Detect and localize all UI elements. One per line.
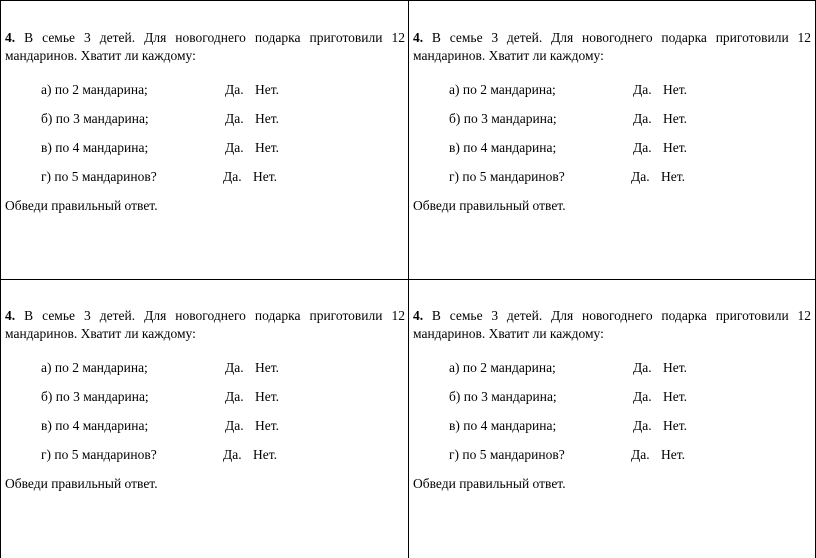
answer-no[interactable]: Нет. (663, 360, 688, 375)
answer-option (5, 110, 405, 139)
answer-yes[interactable]: Да. (223, 169, 242, 184)
option-label: а) по 2 мандарина; (449, 82, 556, 97)
answer-no[interactable]: Нет. (661, 447, 686, 462)
task-question: 4. В семье 3 детей. Для новогоднего подарка приготовили 12 мандаринов. Хватит ли каждому: (5, 30, 405, 63)
answer-option (413, 139, 811, 168)
answer-no[interactable]: Нет. (255, 418, 280, 433)
answer-no[interactable]: Нет. (253, 447, 278, 462)
answer-option (413, 446, 811, 475)
answer-option (5, 168, 405, 197)
answer-yes[interactable]: Да. (225, 82, 244, 97)
option-label: в) по 4 мандарина; (41, 140, 149, 155)
task-number: 4. (413, 30, 424, 45)
option-label: г) по 5 мандаринов? (449, 169, 565, 184)
option-label: а) по 2 мандарина; (449, 360, 556, 375)
option-label: г) по 5 мандаринов? (449, 447, 565, 462)
task-instruction: Обведи правильный ответ. (5, 476, 158, 491)
grid-line-top (0, 0, 816, 1)
answer-yes[interactable]: Да. (225, 140, 244, 155)
answer-option (413, 359, 811, 388)
task-card (5, 307, 405, 493)
task-instruction: Обведи правильный ответ. (413, 198, 566, 213)
answer-yes[interactable]: Да. (223, 447, 242, 462)
answer-option (5, 359, 405, 388)
answer-no[interactable]: Нет. (663, 82, 688, 97)
answer-option (5, 388, 405, 417)
answer-option (413, 388, 811, 417)
answer-no[interactable]: Нет. (663, 111, 688, 126)
answer-yes[interactable]: Да. (633, 389, 652, 404)
answer-yes[interactable]: Да. (225, 389, 244, 404)
answer-no[interactable]: Нет. (255, 140, 280, 155)
answer-option (413, 110, 811, 139)
answer-option (5, 446, 405, 475)
answer-no[interactable]: Нет. (255, 111, 280, 126)
answer-no[interactable]: Нет. (663, 389, 688, 404)
answer-no[interactable]: Нет. (663, 418, 688, 433)
task-instruction: Обведи правильный ответ. (413, 476, 566, 491)
answer-option (5, 417, 405, 446)
task-card (5, 29, 405, 215)
task-question: 4. В семье 3 детей. Для новогоднего подарка приготовили 12 мандаринов. Хватит ли каждому: (413, 30, 811, 63)
answer-yes[interactable]: Да. (633, 82, 652, 97)
answer-no[interactable]: Нет. (255, 389, 280, 404)
option-label: а) по 2 мандарина; (41, 360, 148, 375)
answer-no[interactable]: Нет. (661, 169, 686, 184)
task-number: 4. (5, 308, 16, 323)
option-label: б) по 3 мандарина; (449, 389, 557, 404)
answer-yes[interactable]: Да. (225, 111, 244, 126)
option-label: б) по 3 мандарина; (41, 389, 149, 404)
option-label: б) по 3 мандарина; (449, 111, 557, 126)
option-label: в) по 4 мандарина; (449, 418, 557, 433)
answer-yes[interactable]: Да. (631, 447, 650, 462)
answer-option (413, 168, 811, 197)
answer-yes[interactable]: Да. (225, 418, 244, 433)
option-label: в) по 4 мандарина; (41, 418, 149, 433)
option-label: г) по 5 мандаринов? (41, 169, 157, 184)
answer-yes[interactable]: Да. (633, 418, 652, 433)
task-card (413, 307, 811, 493)
grid-line-middle (0, 279, 816, 280)
answer-option (5, 139, 405, 168)
option-label: б) по 3 мандарина; (41, 111, 149, 126)
task-card (413, 29, 811, 215)
task-number: 4. (5, 30, 16, 45)
answer-option (5, 81, 405, 110)
answer-no[interactable]: Нет. (253, 169, 278, 184)
answer-yes[interactable]: Да. (225, 360, 244, 375)
answer-yes[interactable]: Да. (633, 140, 652, 155)
answer-no[interactable]: Нет. (255, 82, 280, 97)
task-question: 4. В семье 3 детей. Для новогоднего подарка приготовили 12 мандаринов. Хватит ли каждому: (413, 308, 811, 341)
answer-no[interactable]: Нет. (663, 140, 688, 155)
task-number: 4. (413, 308, 424, 323)
answer-no[interactable]: Нет. (255, 360, 280, 375)
option-label: а) по 2 мандарина; (41, 82, 148, 97)
answer-yes[interactable]: Да. (633, 360, 652, 375)
task-question: 4. В семье 3 детей. Для новогоднего подарка приготовили 12 мандаринов. Хватит ли каждому: (5, 308, 405, 341)
answer-yes[interactable]: Да. (633, 111, 652, 126)
answer-option (413, 417, 811, 446)
option-label: в) по 4 мандарина; (449, 140, 557, 155)
option-label: г) по 5 мандаринов? (41, 447, 157, 462)
task-instruction: Обведи правильный ответ. (5, 198, 158, 213)
answer-yes[interactable]: Да. (631, 169, 650, 184)
answer-option (413, 81, 811, 110)
